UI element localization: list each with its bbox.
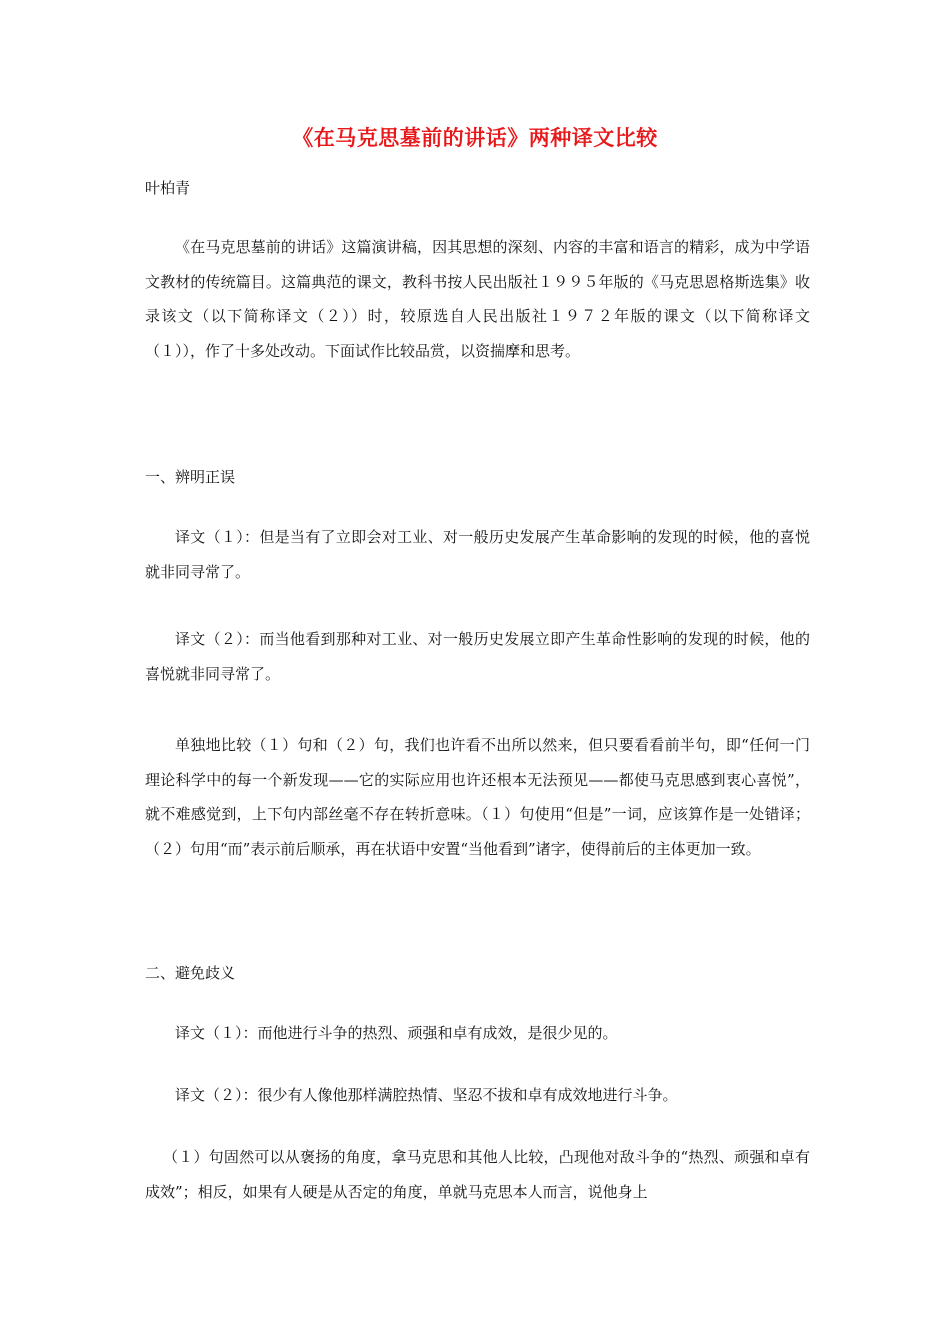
section-heading-1: 一、辨明正误 [145,468,236,486]
section2-translation1: 译文（１）：而他进行斗争的热烈、顽强和卓有成效，是很少见的。 [175,1024,618,1042]
section2-translation2: 译文（２）：很少有人像他那样满腔热情、坚忍不拔和卓有成效地进行斗争。 [175,1086,678,1104]
section-heading-2: 二、避免歧义 [145,964,236,982]
author-name: 叶柏青 [145,179,191,197]
document-title: 《在马克思墓前的讲话》两种译文比较 [292,125,658,150]
section2-comment: （１）句固然可以从褒扬的角度，拿马克思和其他人比较，凸现他对敌斗争的“热烈、顽强和卓有成效”；相反，如果有人硬是从否定的角度，单就马克思本人而言，说他身上 [145,1148,810,1201]
section1-comment: 单独地比较（１）句和（２）句，我们也许看不出所以然来，但只要看看前半句，即“任何一门理论科学中的每一个新发现——它的实际应用也许还根本无法预见——都使马克思感到衷心喜悦”，就不难感觉到，上下句内部丝毫不存在转折意味。（１）句使用“但是”一词，应该算作是一处错译；（２）句用“而”表示前后顺承，再在状语中安置“当他看到”诸字，使得前后的主体更加一致。 [145,736,810,858]
intro-paragraph: 《在马克思墓前的讲话》这篇演讲稿，因其思想的深刻、内容的丰富和语言的精彩，成为中学语文教材的传统篇目。这篇典范的课文，教科书按人民出版社１９９５年版的《马克思恩格斯选集》收录该文（以下简称译文（２））时，较原选自人民出版社１９７２年版的课文（以下简称译文（１）），作了十多处改动。下面试作比较品赏，以资揣摩和思考。 [145,238,810,360]
section1-translation1: 译文（１）：但是当有了立即会对工业、对一般历史发展产生革命影响的发现的时候，他的喜悦就非同寻常了。 [145,528,810,581]
section1-translation2: 译文（２）：而当他看到那种对工业、对一般历史发展立即产生革命性影响的发现的时候，他的喜悦就非同寻常了。 [145,630,810,683]
